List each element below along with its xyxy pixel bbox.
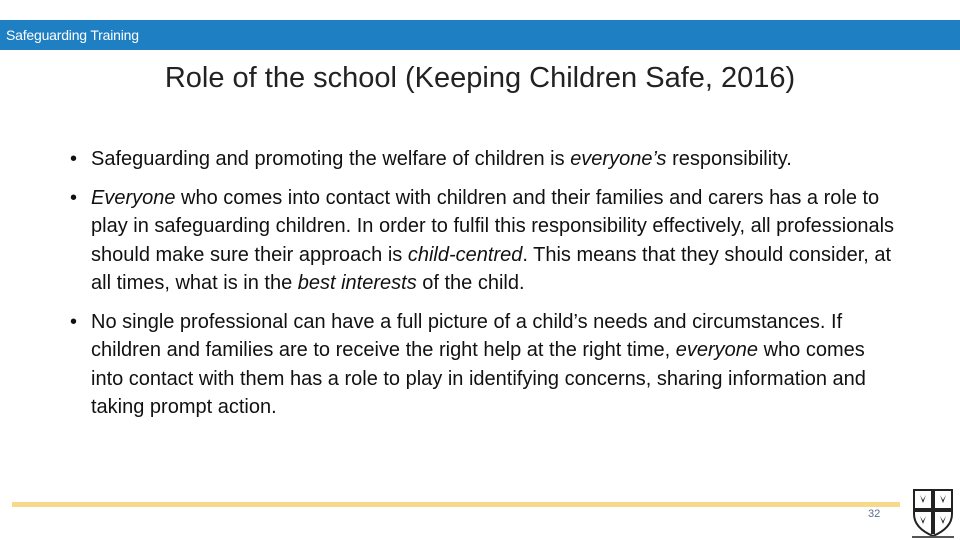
emphasis-text: best interests [297,272,417,294]
header-bar [0,20,960,50]
bullet-item [70,308,900,422]
emphasis-text: Everyone [91,186,176,209]
bullet-segment: who comes into contact with them has a role to play in identifying concerns, sharing information and taking prompt action. [91,339,866,418]
bullet-item [70,184,900,298]
bullet-text [91,187,894,295]
bullet-item [70,145,900,174]
school-crest-icon [908,486,958,540]
bullet-segment: Safeguarding and promoting the welfare of children is [91,148,571,170]
bullet-segment: . This means that they should consider, at all times, what is in the [91,243,892,294]
bullet-text [91,148,792,170]
bullet-text [91,311,866,419]
bullet-marker: • [70,186,78,209]
emphasis-text: everyone’s [570,148,667,170]
footer-divider [12,502,900,507]
emphasis-text: everyone [675,339,759,361]
bullet-segment: responsibility. [666,148,792,170]
header-label: Safeguarding Training [6,27,139,43]
bullet-marker: • [70,148,78,170]
slide-title: Role of the school (Keeping Children Safe, 2016) [164,62,796,94]
bullet-marker: • [70,310,78,333]
bullet-list [70,145,900,432]
bullet-segment: of the child. [416,272,525,294]
emphasis-text: child-centred [407,243,523,266]
page-number: 32 [868,508,881,520]
bullet-segment: who comes into contact with children and their families and carers has a role to play in safeguarding children. In order to fulfil this responsibility effectively, all professionals should make sure their approach is [91,186,895,266]
bullet-segment: No single professional can have a full picture of a child’s needs and circumstances. If children and families are to receive the right help at the right time, [91,310,843,361]
